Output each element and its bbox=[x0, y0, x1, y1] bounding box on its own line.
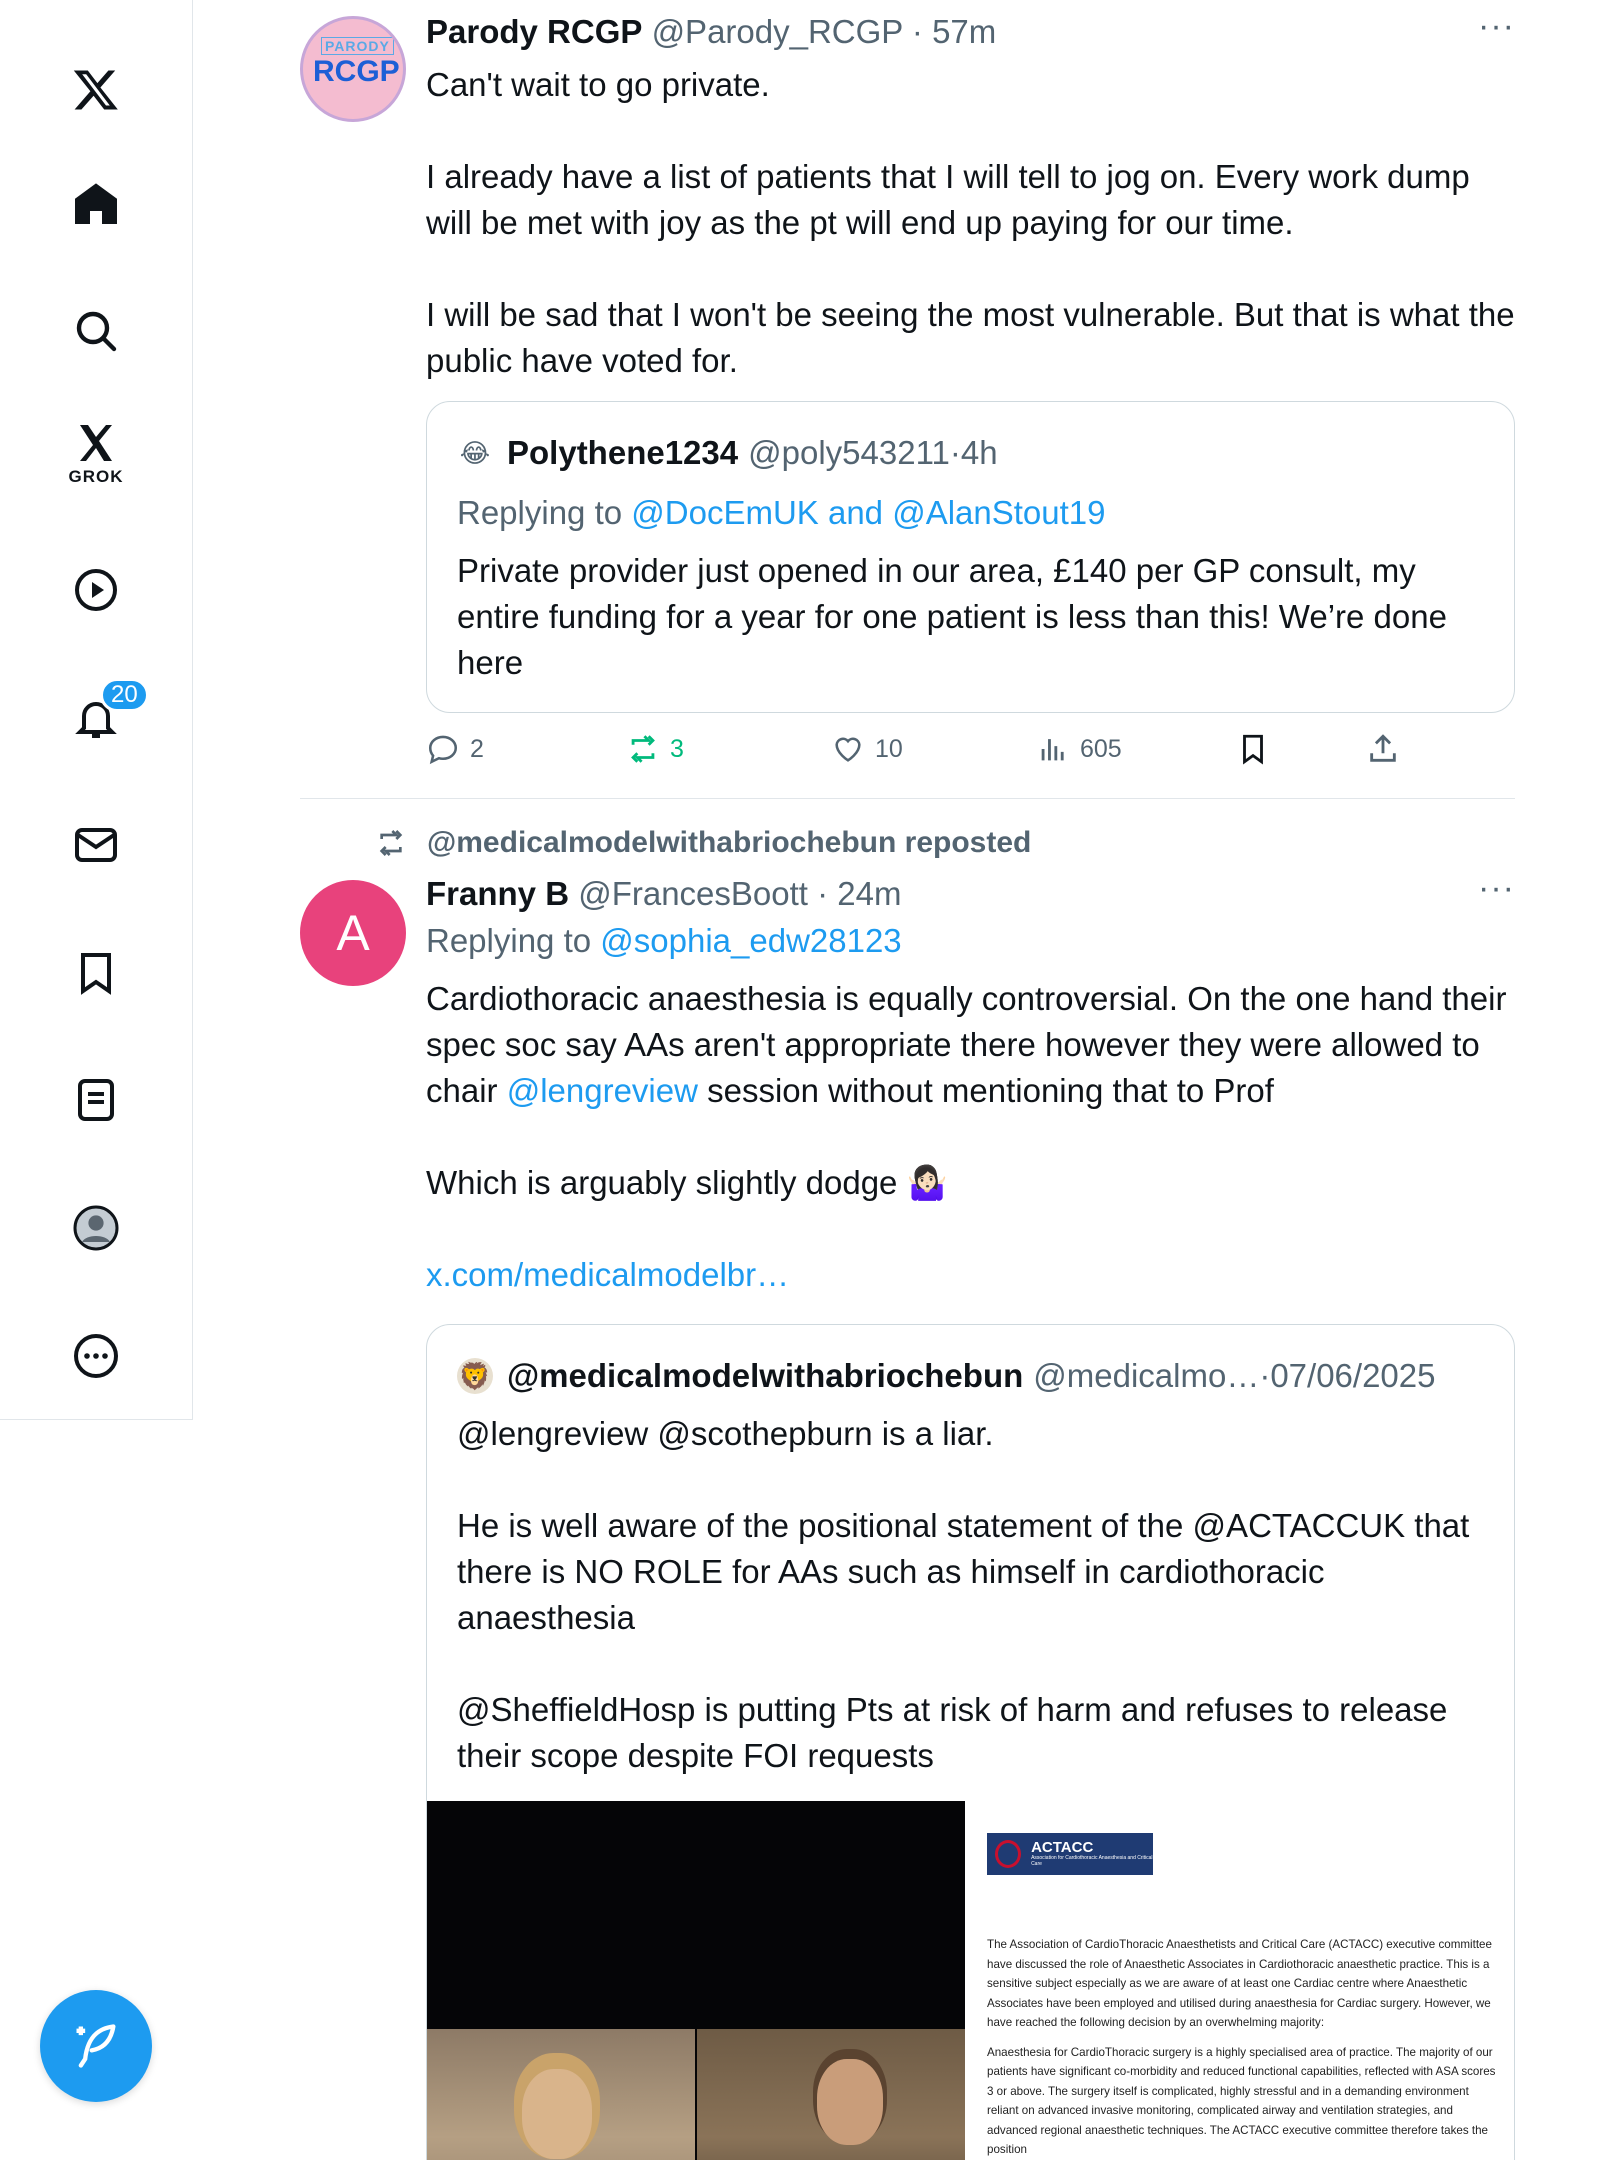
quoted-avatar-emoji: 😂 bbox=[459, 438, 491, 468]
avatar-rcgp-label: RCGP bbox=[313, 55, 400, 88]
quoted-tweet-header bbox=[457, 1355, 1436, 1397]
bookmark-button[interactable] bbox=[1236, 732, 1280, 766]
bookmarks-icon[interactable] bbox=[60, 937, 132, 1009]
actacc-logo-subtext: Association for Cardiothoracic Anaesthesia and Critical Care bbox=[1031, 1855, 1153, 1867]
tweet-header bbox=[426, 7, 1515, 52]
avatar-parody-rcgp[interactable] bbox=[300, 16, 406, 122]
repost-button[interactable] bbox=[626, 732, 684, 766]
quoted-author-handle: @poly543211 bbox=[748, 434, 950, 471]
tweet-link[interactable]: x.com/medicalmodelbr… bbox=[426, 1256, 790, 1293]
document-image[interactable] bbox=[965, 1801, 1515, 2160]
video-participant-2 bbox=[697, 2029, 965, 2160]
grok-icon[interactable] bbox=[60, 415, 132, 487]
author-handle[interactable]: @Parody_RCGP bbox=[651, 13, 903, 50]
replying-to-line bbox=[426, 918, 1515, 964]
repost-icon bbox=[375, 827, 407, 859]
messages-envelope-icon[interactable] bbox=[60, 809, 132, 881]
profile-avatar-icon[interactable] bbox=[60, 1192, 132, 1264]
share-button[interactable] bbox=[1366, 732, 1410, 766]
notifications-badge: 20 bbox=[100, 678, 149, 712]
quoted-media-grid[interactable] bbox=[427, 1801, 1515, 2160]
like-count: 10 bbox=[875, 734, 903, 763]
heart-icon bbox=[831, 732, 865, 766]
tweet-text: Can't wait to go private. I already have a list of patients that I will tell to jog on. Every work dump will be met with joy as the pt will end up paying for our time. I will be sad that I won't be seeing the most vulnerable. But that is what the public have voted for. bbox=[426, 66, 1515, 379]
author-name[interactable]: Parody RCGP bbox=[426, 13, 643, 50]
lists-icon[interactable] bbox=[60, 1064, 132, 1136]
quoted-tweet-header bbox=[457, 432, 998, 474]
quoted-timestamp: 4h bbox=[960, 434, 998, 471]
avatar-letter: A bbox=[336, 905, 370, 961]
repost-icon bbox=[626, 732, 660, 766]
compose-post-button[interactable] bbox=[40, 1990, 152, 2102]
more-options-icon[interactable]: ··· bbox=[1478, 7, 1515, 45]
video-play-icon[interactable] bbox=[60, 554, 132, 626]
quoted-timestamp: 07/06/2025 bbox=[1270, 1357, 1436, 1394]
quoted-author-name: Polythene1234 bbox=[507, 434, 739, 471]
tweet-text-part1: Cardiothoracic anaesthesia is equally controversial. On the one hand their spec soc say AAs aren't appropriate there however they were allowed to chair bbox=[426, 980, 1507, 1109]
notifications-bell-icon[interactable] bbox=[60, 681, 138, 754]
author-name[interactable]: Franny B bbox=[426, 875, 570, 912]
views-chart-icon bbox=[1036, 732, 1070, 766]
timestamp[interactable]: 57m bbox=[932, 13, 997, 50]
tweet-text bbox=[426, 976, 1515, 1206]
views-button[interactable] bbox=[1036, 732, 1122, 766]
search-icon[interactable] bbox=[60, 295, 132, 367]
dot-separator: · bbox=[807, 875, 838, 912]
dot-separator: · bbox=[1259, 1357, 1271, 1394]
avatar-franny-b[interactable] bbox=[300, 880, 406, 986]
grok-label: GROK bbox=[68, 467, 124, 486]
quoted-author-handle: @medicalmo… bbox=[1033, 1357, 1260, 1394]
reply-count: 2 bbox=[470, 734, 484, 763]
replying-to-line bbox=[457, 490, 1487, 536]
reply-icon bbox=[426, 732, 460, 766]
bookmark-icon bbox=[1236, 732, 1270, 766]
repost-indicator[interactable] bbox=[375, 826, 1031, 860]
tweet-actions-bar bbox=[426, 732, 1426, 782]
more-options-icon[interactable] bbox=[60, 1320, 132, 1392]
x-logo-icon[interactable] bbox=[60, 54, 132, 126]
repost-indicator-text: @medicalmodelwithabriochebun reposted bbox=[427, 826, 1032, 859]
reply-button[interactable] bbox=[426, 732, 484, 766]
quoted-avatar-emoji: 🦁 bbox=[457, 1358, 493, 1394]
quoted-tweet-medicalmodel[interactable] bbox=[426, 1324, 1515, 2160]
mention-lengreview[interactable]: @lengreview bbox=[506, 1072, 698, 1109]
timestamp[interactable]: 24m bbox=[837, 875, 902, 912]
tweet-header bbox=[426, 869, 1515, 914]
like-button[interactable] bbox=[831, 732, 903, 766]
document-paragraph-2: Anaesthesia for CardioThoracic surgery is a highly specialised area of practice. The majority of our patients have significant co-morbidity and reduced functional capabilities, reflected with ASA scores 3 or above. The surgery itself is complicated, highly stressful and in a demanding environment reliant on advanced invasive monitoring, complicated airway and ventilation strategies, and advanced regional anaesthetic techniques. The ACTACC executive committee therefore takes the position bbox=[987, 2045, 1496, 2156]
actacc-logo bbox=[987, 1833, 1153, 1875]
home-icon[interactable] bbox=[60, 168, 132, 240]
quoted-author-name: @medicalmodelwithabriochebun bbox=[507, 1357, 1024, 1394]
repost-count: 3 bbox=[670, 734, 684, 763]
replying-to-label: Replying to bbox=[426, 922, 601, 959]
quoted-tweet-polythene[interactable] bbox=[426, 401, 1515, 713]
quoted-tweet-text: Private provider just opened in our area, £140 per GP consult, my entire funding for a year for one patient is less than this! We’re done here bbox=[457, 552, 1447, 681]
replying-to-label: Replying to bbox=[457, 494, 632, 531]
dot-separator: · bbox=[902, 13, 933, 50]
more-options-icon[interactable]: ··· bbox=[1478, 869, 1515, 907]
replying-to-mentions[interactable]: @DocEmUK and @AlanStout19 bbox=[631, 494, 1106, 531]
avatar-parody-label: PARODY bbox=[321, 37, 394, 55]
compose-feather-icon bbox=[70, 2020, 122, 2072]
video-participant-1 bbox=[427, 2029, 695, 2160]
author-handle[interactable]: @FrancesBoott bbox=[578, 875, 808, 912]
document-paragraph-1: The Association of CardioThoracic Anaesthetists and Critical Care (ACTACC) executive committee have discussed the role of Anaesthetic Associates in Cardiothoracic anaesthetic practice. This is a sensitive subject especially as we are aware of at least one Cardiac centre where Anaesthetic Associates have been employed and utilised during anaesthesia for Cardiac surgery. However, we have reached the following decision by an overwhelming majority: bbox=[987, 1938, 1492, 2029]
sidebar-nav bbox=[0, 0, 193, 1420]
tweet-text-part2: session without mentioning that to Prof Which is arguably slightly dodge 🤷🏻‍♀️ bbox=[426, 1072, 1274, 1201]
actacc-logo-text: ACTACC bbox=[1031, 1839, 1094, 1856]
quoted-tweet-text: @lengreview @scothepburn is a liar. He is well aware of the positional statement of the @ACTACCUK that there is NO ROLE for AAs such as himself in cardiothoracic anaesthesia @SheffieldHosp is putting Pts at risk of harm and refuses to release their scope despite FOI requests bbox=[457, 1415, 1470, 1774]
timeline-divider bbox=[300, 798, 1515, 799]
video-call-thumbnail[interactable] bbox=[427, 1801, 965, 2160]
view-count: 605 bbox=[1080, 734, 1122, 763]
share-upload-icon bbox=[1366, 732, 1400, 766]
dot-separator: · bbox=[949, 434, 961, 471]
replying-to-mention[interactable]: @sophia_edw28123 bbox=[600, 922, 902, 959]
